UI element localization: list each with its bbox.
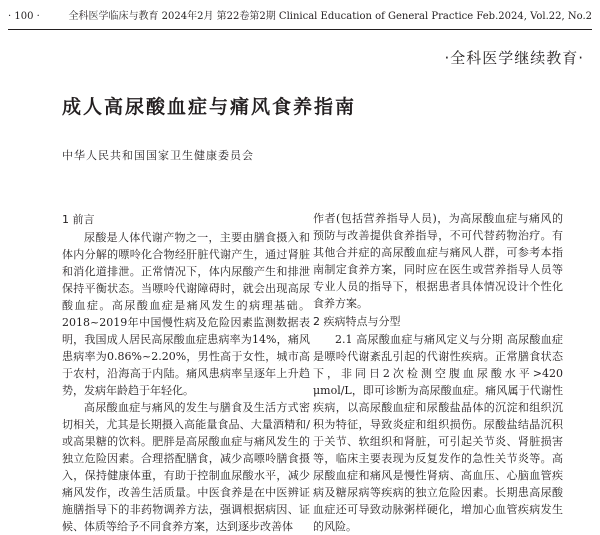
paragraph: 高尿酸血症与痛风的发生与膳食及生活方式密切相关，尤其是长期摄入高能量食品、大量酒精和/或高果糖的饮料。肥胖是高尿酸血症与痛风发生的独立危险因素。合理搭配膳食，减少高嘌呤膳食摄入，保持健康体重，有助于控制血尿酸水平，减少痛风发作，改善生活质量。中医食养是在中医辨证施膳指导下的非药物调养方法，强调根据病因、证候、体质等给予不同食养方案，达到逐步改善体 <box>62 401 310 533</box>
article-title: 成人高尿酸血症与痛风食养指南 <box>62 96 357 118</box>
paragraph: 2.1 高尿酸血症与痛风定义与分期 高尿酸血症是嘌呤代谢紊乱引起的代谢性疾病。正常膳食状态下，非同日2次检测空腹血尿酸水平>420 μmol/L，即可诊断为高尿酸血症。痛风属于代谢性疾病，以高尿酸血症和尿酸盐晶体的沉淀和组织沉积为特征，导致炎症和组织损伤。尿酸盐结晶沉积于关节、软组织和肾脏，可引起关节炎、肾脏损害等，临床主要表现为反复发作的急性关节炎等。高尿酸血症和痛风是慢性肾病、高血压、心脑血管疾病及糖尿病等疾病的独立危险因素。长期患高尿酸血症还可导致动脉粥样硬化，增加心血管疾病发生的风险。 <box>313 333 563 533</box>
section-label: ·全科医学继续教育· <box>444 49 584 67</box>
author-line: 中华人民共和国国家卫生健康委员会 <box>62 149 254 162</box>
journal-citation: 全科医学临床与教育 2024年2月 第22卷第2期 Clinical Education of General Practice Feb.2024, Vol.22, No.2 <box>68 11 592 22</box>
header-rule <box>8 29 592 30</box>
section-heading-intro: 1 前言 <box>62 213 95 226</box>
right-column <box>313 210 563 535</box>
section-heading-disease: 2 疾病特点与分型 <box>313 315 401 328</box>
left-column <box>62 210 310 535</box>
paragraph: 尿酸是人体代谢产物之一，主要由膳食摄入和体内分解的嘌呤化合物经肝脏代谢产生，通过肾脏和消化道排泄。正常情况下，体内尿酸产生和排泄保持平衡状态。当嘌呤代谢障碍时，就会出现高尿酸血症。高尿酸血症是痛风发生的病理基础。2018~2019年中国慢性病及危险因素监测数据表明，我国成人居民高尿酸血症患病率为14%，痛风患病率为0.86%~2.20%，男性高于女性，城市高于农村，沿海高于内陆。痛风患病率呈逐年上升趋势，发病年龄趋于年轻化。 <box>62 231 310 397</box>
page-number: · 100 · <box>8 11 40 22</box>
paragraph-continued: 作者(包括营养指导人员)，为高尿酸血症与痛风的预防与改善提供食养指导，不可代替药物治疗。有其他合并症的高尿酸血症与痛风人群，可参考本指南制定食养方案，同时应在医生或营养指导人员等专业人员的指导下，根据患者具体情况设计个性化食养方案。 <box>313 212 563 310</box>
